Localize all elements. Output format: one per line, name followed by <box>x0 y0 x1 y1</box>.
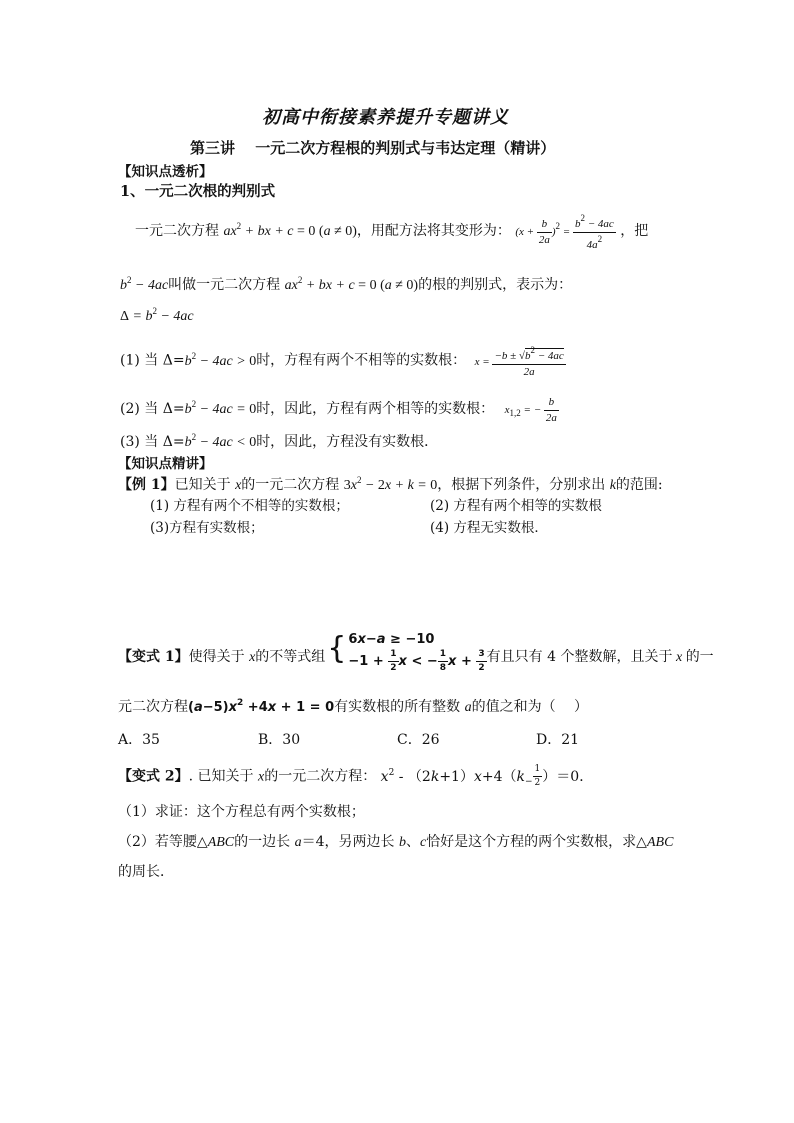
case-equal-roots: (2) 当 $\Delta=b^2 - 4ac = 0$时，因此，方程有两个相等的实数根： $x_{1,2}$ = − $\frac{b}{2a}$ <box>120 396 557 424</box>
case-no-real-roots: (3) 当 $\Delta=b^2 - 4ac < 0$时，因此，方程没有实数根． <box>120 432 439 450</box>
option-d: D．21 <box>536 732 580 748</box>
variant-2-part-2: （2）若等腰△ABC的一边长 a＝4，另两边长 b、c恰好是这个方程的两个实数根，求△ABC <box>118 834 674 850</box>
paragraph-discriminant-definition: $b^2 - 4ac$叫做一元二次方程 $ax^2$ + bx + c = 0 (a ≠ 0)的根的判别式，表示为： <box>120 275 573 293</box>
lecture-title: 第三讲 一元二次方程根的判别式与韦达定理（精讲） <box>190 139 556 157</box>
option-c: C．26 <box>397 732 440 748</box>
case-two-distinct-roots: (1) 当 $\Delta=b^2 - 4ac > 0$时，方程有两个不相等的实数根： x = $\frac{-b \pm √b^2 - 4ac}{2a}$ <box>120 345 564 378</box>
variant-1-line-1: 【变式 1】使得关于 x的不等式组{ 6x−a ≥ −10 −1 + $\frac{1}{2}$ x < − $\frac{1}{8}$ x + $\frac{3}{2}$ 有且只有 4 个整数解，且关于 x 的一 <box>118 631 714 673</box>
example-1-question-2: (2) 方程有两个相等的实数根 <box>430 498 602 514</box>
paragraph-completing-square: 一元二次方程 $ax^2$ + bx + c = 0 (a ≠ 0)，用配方法将其变形为： (x + $\frac{b}{2a}$ )$^2$ = $\frac{b^2 - 4ac}{4a^2}$ ，把 <box>135 213 649 251</box>
option-a: A．35 <box>118 732 160 748</box>
variant-1-line-2: 元二次方程$(a-5)x^2 +4x + 1 = 0$有实数根的所有整数 a的值之和为（ ） <box>118 698 589 715</box>
example-1-question-4: (4) 方程无实数根． <box>430 520 548 536</box>
option-b: B．30 <box>258 732 301 748</box>
page-title: 初高中衔接素养提升专题讲义 <box>262 107 509 128</box>
variant-2-part-1: （1）求证：这个方程总有两个实数根； <box>118 804 365 820</box>
example-1: 【例 1】已知关于 x的一元二次方程 $3x^2 - 2x + k = 0$，根据下列条件，分别求出 k的范围: <box>118 475 663 493</box>
variant-2-part-2-end: 的周长． <box>118 864 174 880</box>
section-subheading-discriminant: 1、一元二次根的判别式 <box>120 183 276 200</box>
section-heading-explanation: 【知识点精讲】 <box>118 456 213 472</box>
example-1-question-3: (3)方程有实数根； <box>150 520 264 536</box>
inequality-system: 6x−a ≥ −10 −1 + $\frac{1}{2}$ x < − $\frac{1}{8}$ x + $\frac{3}{2}$ <box>348 632 485 673</box>
section-heading-knowledge: 【知识点透析】 <box>118 164 213 180</box>
variant-2-statement: 【变式 2】. 已知关于 x的一元二次方程： $x^2 - (2k+1)x+4(k_-$ $\frac{1}{2}$ ）＝0． <box>118 764 594 788</box>
discriminant-formula: $\Delta = b^2 - 4ac$ <box>120 306 194 324</box>
example-1-question-1: (1) 方程有两个不相等的实数根； <box>150 498 349 514</box>
